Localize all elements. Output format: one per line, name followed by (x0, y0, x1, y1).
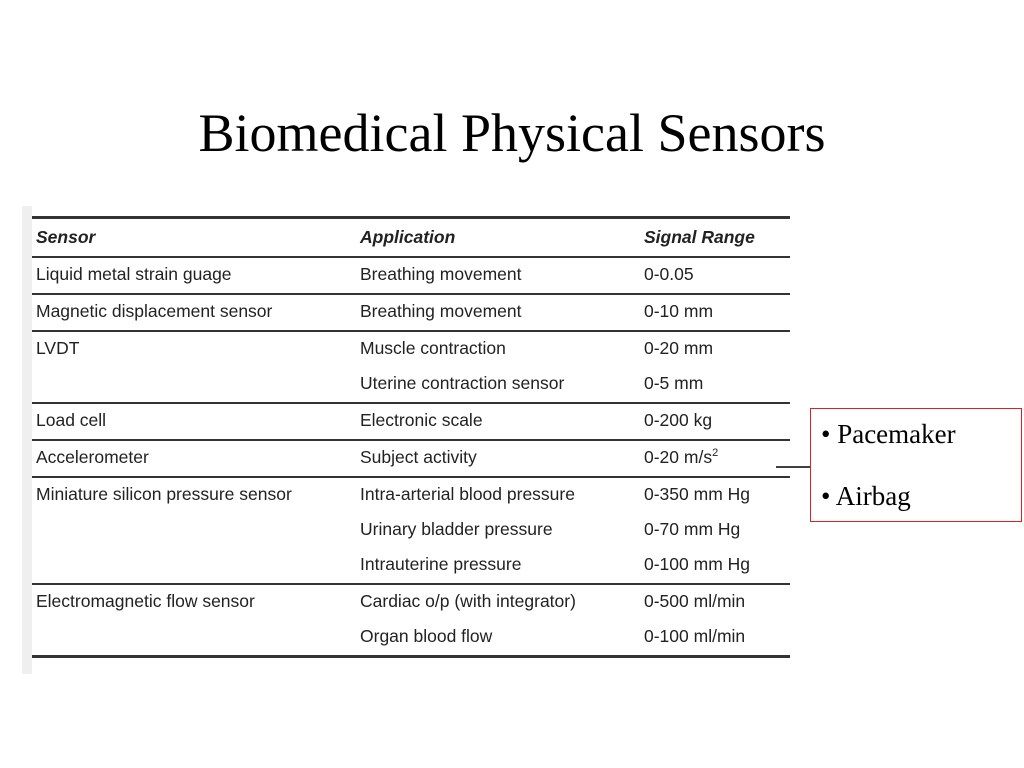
application-cell: Muscle contraction (360, 338, 506, 358)
table-group (32, 584, 790, 657)
note-item-pacemaker: • Pacemaker (821, 419, 956, 449)
table-group (32, 294, 790, 331)
header-application: Application (356, 218, 640, 258)
sensor-cell: Liquid metal strain guage (36, 264, 232, 284)
sensor-cell-empty (32, 513, 356, 548)
application-cell: Uterine contraction sensor (360, 373, 565, 393)
application-cell: Intra-arterial blood pressure (360, 484, 575, 504)
range-cell: 0-0.05 (644, 264, 694, 284)
application-cell: Breathing movement (360, 264, 522, 284)
application-cell: Electronic scale (360, 410, 483, 430)
sensor-cell: Load cell (36, 410, 107, 430)
sensor-cell: Miniature silicon pressure sensor (36, 484, 292, 504)
table-row (32, 367, 790, 403)
table-left-edge (22, 206, 32, 674)
applications-note-box (810, 408, 1022, 522)
sensor-table-image (22, 206, 792, 676)
header-sensor: Sensor (32, 218, 356, 258)
table-group (32, 403, 790, 440)
application-cell: Subject activity (360, 447, 477, 467)
table-row (32, 403, 790, 440)
sensor-cell: Magnetic displacement sensor (36, 301, 273, 321)
table-row (32, 477, 790, 513)
page-title: Biomedical Physical Sensors (198, 103, 826, 163)
table-row (32, 331, 790, 367)
application-cell: Intrauterine pressure (360, 554, 522, 574)
range-cell: 0-10 mm (644, 301, 714, 321)
sensor-cell: Accelerometer (36, 447, 149, 467)
sensor-cell: Electromagnetic flow sensor (36, 591, 255, 611)
table-group (32, 331, 790, 403)
note-item-airbag: • Airbag (821, 481, 911, 511)
table-row (32, 513, 790, 548)
header-signal-range: Signal Range (640, 218, 790, 258)
table-row (32, 548, 790, 584)
table-row (32, 440, 790, 477)
sensor-cell-empty (32, 367, 356, 403)
table-group (32, 440, 790, 477)
range-cell: 0-5 mm (644, 373, 704, 393)
table-row (32, 584, 790, 620)
range-cell: 0-70 mm Hg (644, 519, 741, 539)
application-cell: Cardiac o/p (with integrator) (360, 591, 576, 611)
sensor-cell-empty (32, 548, 356, 584)
range-value: 0-20 m/s (644, 447, 713, 467)
range-cell: 0-200 kg (644, 410, 713, 430)
application-cell: Urinary bladder pressure (360, 519, 553, 539)
application-cell: Breathing movement (360, 301, 522, 321)
table-row (32, 620, 790, 657)
table-row (32, 294, 790, 331)
range-cell (640, 440, 790, 477)
application-cell: Organ blood flow (360, 626, 493, 646)
range-cell: 0-500 ml/min (644, 591, 746, 611)
range-cell: 0-350 mm Hg (644, 484, 751, 504)
sensor-table (32, 216, 790, 658)
range-cell: 0-100 mm Hg (644, 554, 751, 574)
sensor-cell: LVDT (36, 338, 80, 358)
table-header-row (32, 218, 790, 258)
sensor-cell-empty (32, 620, 356, 657)
table-row (32, 257, 790, 294)
table-group (32, 257, 790, 294)
range-superscript: 2 (712, 447, 719, 460)
range-cell: 0-100 ml/min (644, 626, 746, 646)
table-group (32, 477, 790, 584)
range-cell: 0-20 mm (644, 338, 714, 358)
